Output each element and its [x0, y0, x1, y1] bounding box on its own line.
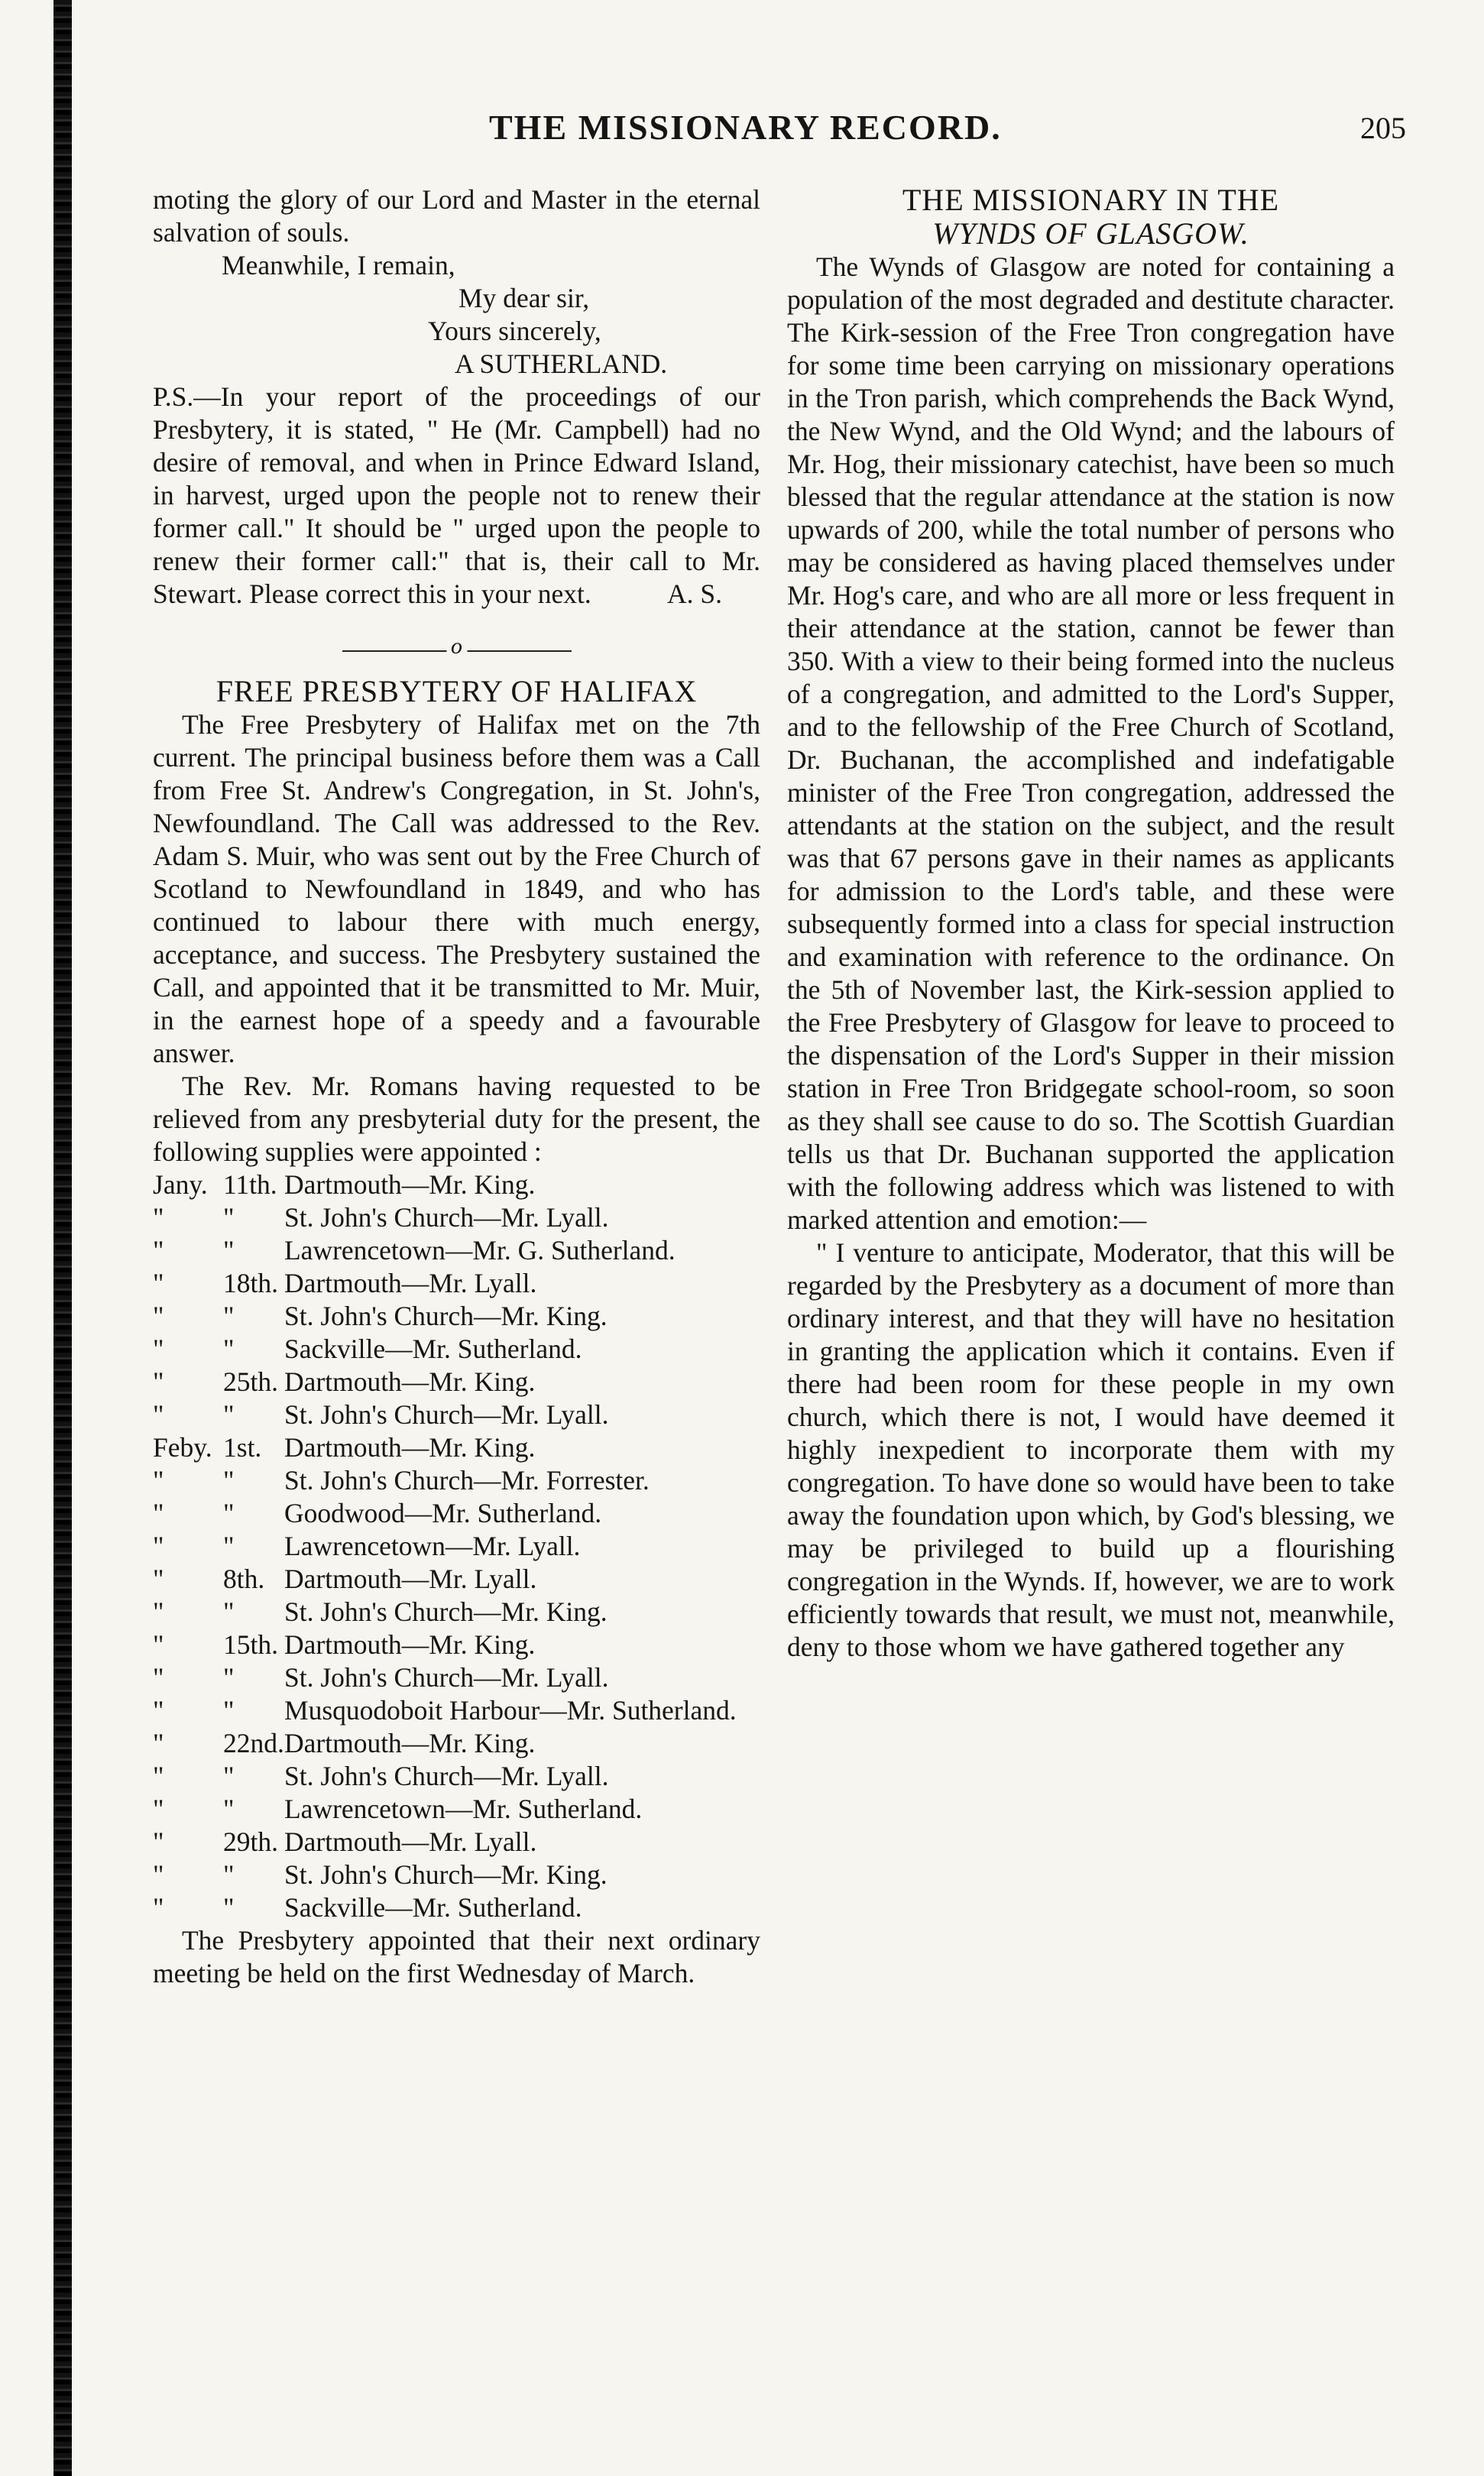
- schedule-month: ": [153, 1564, 164, 1594]
- schedule-month: ": [153, 1826, 164, 1857]
- schedule-service: Dartmouth—Mr. King.: [284, 1629, 536, 1660]
- schedule-row: [153, 1826, 760, 1859]
- schedule-service: Dartmouth—Mr. King.: [284, 1366, 536, 1397]
- schedule-row: [153, 1530, 760, 1563]
- schedule-month: ": [153, 1695, 164, 1726]
- schedule-day: ": [223, 1399, 235, 1430]
- schedule-month: ": [153, 1465, 164, 1496]
- schedule-service: St. John's Church—Mr. Lyall.: [284, 1761, 609, 1791]
- schedule-month: Jany.: [153, 1169, 208, 1200]
- schedule-row: [153, 1661, 760, 1694]
- schedule-month: ": [153, 1794, 164, 1824]
- schedule-service: Lawrencetown—Mr. Sutherland.: [284, 1794, 643, 1824]
- schedule-month: ": [153, 1761, 164, 1791]
- schedule-service: Dartmouth—Mr. King.: [284, 1728, 536, 1758]
- schedule-day: ": [223, 1531, 235, 1561]
- schedule-row: [153, 1859, 760, 1891]
- halifax-paragraph-3: The Presbytery appointed that their next ordinary meeting be held on the first Wednesday of March.: [153, 1925, 760, 1988]
- divider-ornament: o: [446, 634, 467, 660]
- schedule-row: [153, 1497, 760, 1530]
- schedule-service: St. John's Church—Mr. King.: [284, 1859, 608, 1890]
- postscript-signature: A. S.: [666, 578, 722, 609]
- schedule-month: ": [153, 1202, 164, 1233]
- schedule-month: Feby.: [153, 1432, 212, 1463]
- letter-ending-paragraph: moting the glory of our Lord and Master in the eternal salvation of souls.: [153, 184, 760, 248]
- schedule-row: [153, 1168, 760, 1201]
- schedule-day: ": [223, 1761, 235, 1791]
- schedule-service: St. John's Church—Mr. King.: [284, 1596, 608, 1627]
- schedule-day: ": [223, 1892, 235, 1923]
- schedule-row: [153, 1694, 760, 1727]
- wynds-paragraph-1: The Wynds of Glasgow are noted for containing a population of the most degraded and destitute character. The Kirk-session of the Free Tron congregation have for some time been carrying on missionary operations in the Tron parish, which comprehends the Back Wynd, the New Wynd, and the Old Wynd; and the labours of Mr. Hog, their missionary catechist, have been so much blessed that the regular attendance at the station is now upwards of 200, while the total number of persons who may be considered as having placed themselves under Mr. Hog's care, and who are all more or less frequent in their attendance at the station, cannot be fewer than 350. With a view to their being formed into the nucleus of a congregation, and admitted to the Lord's Supper, and to the fellowship of the Free Church of Scotland, Dr. Buchanan, the accomplished and indefatigable minister of the Free Tron congregation, addressed the attendants at the station on the subject, and the result was that 67 persons gave in their names as applicants for admission to the Lord's table, and these were subsequently formed into a class for special instruction and examination with reference to the ordinance. On the 5th of November last, the Kirk-session applied to the Free Presbytery of Glasgow for leave to proceed to the dispensation of the Lord's Supper in their mission station in Free Tron Bridgegate school-room, so soon as they shall see cause to do so. The Scottish Guardian tells us that Dr. Buchanan supported the application with the following address which was listened to with marked attention and emotion:—: [787, 251, 1395, 1235]
- schedule-month: ": [153, 1629, 164, 1660]
- page-number: 205: [1360, 111, 1406, 145]
- signature: A SUTHERLAND.: [455, 348, 668, 379]
- schedule-service: St. John's Church—Mr. Forrester.: [284, 1465, 650, 1496]
- schedule-service: Goodwood—Mr. Sutherland.: [284, 1498, 602, 1528]
- halifax-paragraph-1: The Free Presbytery of Halifax met on the 7th current. The principal business before them was a Call from Free St. Andrew's Congregation, in St. John's, Newfoundland. The Call was addressed to the Rev. Adam S. Muir, who was sent out by the Free Church of Scotland to Newfoundland in 1849, and who has continued to labour there with much energy, acceptance, and success. The Presbytery sustained the Call, and appointed that it be transmitted to Mr. Muir, in the earnest hope of a speedy and a favourable answer.: [153, 709, 760, 1068]
- right-column: [787, 183, 1395, 2445]
- page-binding-edge: [53, 0, 72, 2476]
- halifax-paragraph-2: The Rev. Mr. Romans having requested to be relieved from any presbyterial duty for the present, the following supplies were appointed :: [153, 1071, 760, 1167]
- left-column: [153, 183, 760, 2445]
- schedule-service: Sackville—Mr. Sutherland.: [284, 1892, 582, 1923]
- schedule-month: ": [153, 1268, 164, 1298]
- schedule-day: ": [223, 1202, 235, 1233]
- schedule-day: 29th.: [223, 1826, 278, 1857]
- schedule-day: ": [223, 1334, 235, 1364]
- schedule-month: ": [153, 1728, 164, 1758]
- schedule-month: ": [153, 1235, 164, 1266]
- schedule-day: 1st.: [223, 1432, 262, 1463]
- schedule-month: ": [153, 1596, 164, 1627]
- running-head: THE MISSIONARY RECORD.: [489, 108, 1002, 147]
- schedule-service: Sackville—Mr. Sutherland.: [284, 1334, 582, 1364]
- schedule-service: St. John's Church—Mr. King.: [284, 1301, 608, 1331]
- schedule-row: [153, 1793, 760, 1826]
- schedule-day: 15th.: [223, 1629, 278, 1660]
- schedule-day: 25th.: [223, 1366, 278, 1397]
- section-heading-halifax: FREE PRESBYTERY OF HALIFAX: [215, 674, 698, 708]
- schedule-service: St. John's Church—Mr. Lyall.: [284, 1662, 609, 1693]
- schedule-service: Dartmouth—Mr. Lyall.: [284, 1268, 537, 1298]
- schedule-service: Dartmouth—Mr. Lyall.: [284, 1826, 537, 1857]
- schedule-month: ": [153, 1531, 164, 1561]
- schedule-day: ": [223, 1465, 235, 1496]
- schedule-day: 8th.: [223, 1564, 265, 1594]
- page-header: [153, 107, 1406, 160]
- closing-line: My dear sir,: [458, 283, 590, 313]
- schedule-day: 18th.: [223, 1268, 278, 1298]
- schedule-row: [153, 1333, 760, 1366]
- schedule-service: St. John's Church—Mr. Lyall.: [284, 1202, 609, 1233]
- schedule-day: ": [223, 1662, 235, 1693]
- closing-line: Yours sincerely,: [428, 316, 601, 346]
- article-title-line-2: WYNDS OF GLASGOW.: [932, 216, 1249, 251]
- schedule-row: [153, 1431, 760, 1464]
- schedule-month: ": [153, 1366, 164, 1397]
- schedule-day: 22nd.: [223, 1728, 284, 1758]
- schedule-row: [153, 1563, 760, 1596]
- schedule-row: [153, 1596, 760, 1629]
- wynds-paragraph-2: " I venture to anticipate, Moderator, that this will be regarded by the Presbytery as a document of more than ordinary interest, and that they will have no hesitation in granting the application which it contains. Even if there had been room for these people in my own church, which there is not, I would have deemed it highly inexpedient to incorporate them with my congregation. To have done so would have been to take away the foundation upon which, by God's blessing, we may be privileged to build up a flourishing congregation in the Wynds. If, however, we are to work efficiently towards that result, we must not, meanwhile, deny to those whom we have gathered together any: [787, 1237, 1395, 1662]
- schedule-row: [153, 1760, 760, 1793]
- schedule-service: Lawrencetown—Mr. G. Sutherland.: [284, 1235, 676, 1266]
- schedule-month: ": [153, 1892, 164, 1923]
- section-divider: [342, 630, 572, 661]
- schedule-row: [153, 1464, 760, 1497]
- schedule-service: Dartmouth—Mr. King.: [284, 1169, 536, 1200]
- schedule-month: ": [153, 1498, 164, 1528]
- schedule-day: ": [223, 1859, 235, 1890]
- schedule-row: [153, 1234, 760, 1267]
- schedule-service: Lawrencetown—Mr. Lyall.: [284, 1531, 581, 1561]
- postscript-paragraph: P.S.—In your report of the proceedings of our Presbytery, it is stated, " He (Mr. Campbell) had no desire of removal, and when in Prince Edward Island, in harvest, urged upon the people not to renew their former call." It should be " urged upon the people to renew their former call:" that is, their call to Mr. Stewart. Please correct this in your next.: [153, 381, 760, 609]
- schedule-month: ": [153, 1859, 164, 1890]
- schedule-row: [153, 1366, 760, 1398]
- schedule-day: ": [223, 1695, 235, 1726]
- schedule-month: ": [153, 1662, 164, 1693]
- closing-line: Meanwhile, I remain,: [222, 250, 455, 280]
- schedule-day: ": [223, 1794, 235, 1824]
- schedule-row: [153, 1727, 760, 1760]
- schedule-day: ": [223, 1498, 235, 1528]
- article-title-line-1: THE MISSIONARY IN THE: [902, 183, 1280, 217]
- schedule-service: Dartmouth—Mr. Lyall.: [284, 1564, 537, 1594]
- schedule-month: ": [153, 1301, 164, 1331]
- schedule-row: [153, 1398, 760, 1431]
- schedule-service: Dartmouth—Mr. King.: [284, 1432, 536, 1463]
- schedule-row: [153, 1201, 760, 1234]
- schedule-month: ": [153, 1334, 164, 1364]
- schedule-day: ": [223, 1301, 235, 1331]
- schedule-service: St. John's Church—Mr. Lyall.: [284, 1399, 609, 1430]
- supply-schedule: [153, 1168, 760, 1924]
- schedule-row: [153, 1300, 760, 1333]
- schedule-service: Musquodoboit Harbour—Mr. Sutherland.: [284, 1695, 737, 1726]
- schedule-row: [153, 1267, 760, 1300]
- schedule-day: 11th.: [223, 1169, 277, 1200]
- schedule-day: ": [223, 1235, 235, 1266]
- schedule-row: [153, 1891, 760, 1924]
- schedule-day: ": [223, 1596, 235, 1627]
- schedule-month: ": [153, 1399, 164, 1430]
- schedule-row: [153, 1629, 760, 1661]
